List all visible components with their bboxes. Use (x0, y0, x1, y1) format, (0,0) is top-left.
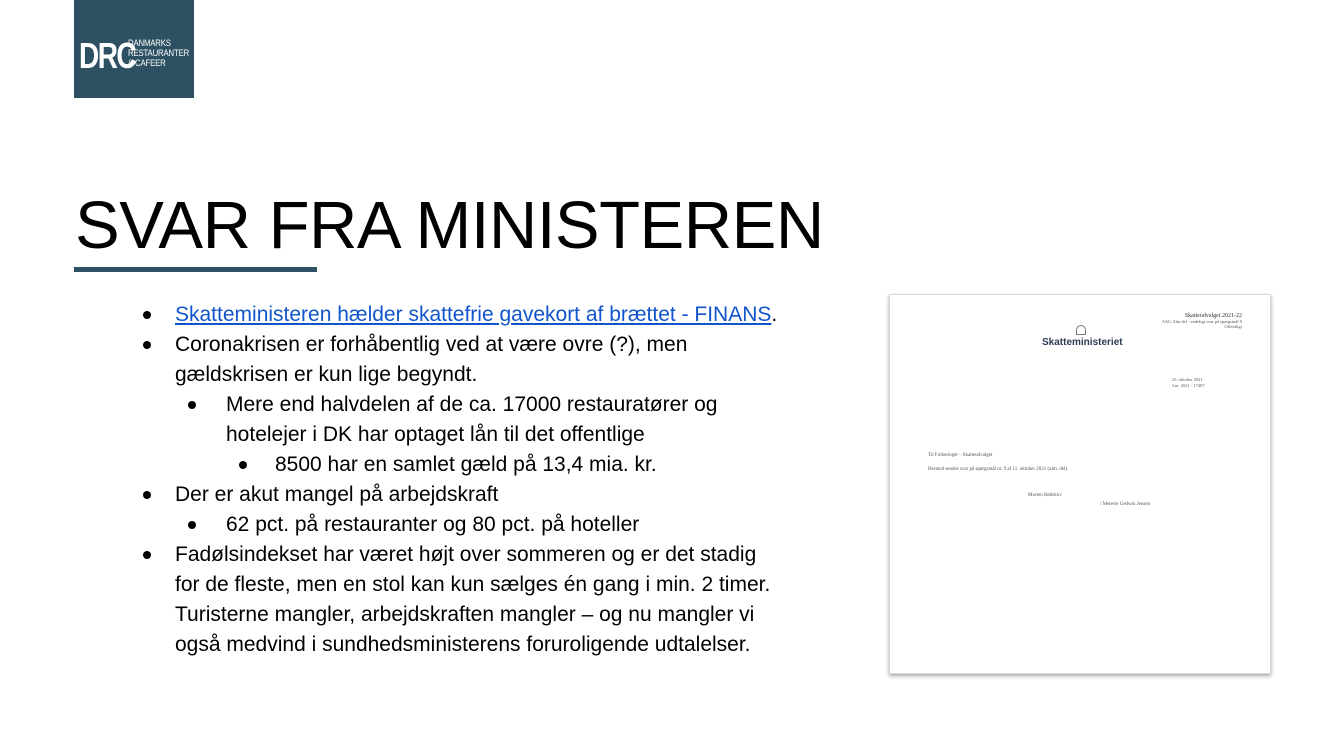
logo-line-1: DANMARKS (128, 38, 171, 49)
drc-logo (74, 0, 194, 98)
bullet-7-line-3: Turisterne mangler, arbejdskraften mangler – og nu mangler vi (175, 603, 755, 626)
letter-date: 25. oktober 2021 (1172, 377, 1203, 382)
letter-header-2: SAU Alm.del - endeligt svar på spørgsmål 9 (1162, 319, 1242, 324)
bullet-dot (143, 491, 151, 499)
bullet-dot (143, 551, 151, 559)
bullet-7-line-4: også medvind i sundhedsministerens foruroligende udtalelser. (175, 633, 751, 656)
bullet-2-line-2: gældskrisen er kun lige begyndt. (175, 363, 478, 386)
bullet-5-text: Der er akut mangel på arbejdskraft (175, 483, 499, 506)
letter-ministry-name: Skatteministeriet (1042, 337, 1123, 348)
bullet-7-line-2: for de fleste, men en stol kan kun sælges én gang i min. 2 timer. (175, 573, 771, 596)
letter-reference: J.nr. 2021 - 17487 (1172, 383, 1205, 388)
bullet-item-7-cont-2 (175, 600, 754, 630)
title-underline (74, 267, 317, 272)
bullet-7-line-1: Fadølsindekset har været højt over sommeren og er det stadig (175, 543, 757, 566)
bullet-4-text: 8500 har en samlet gæld på 13,4 mia. kr. (275, 453, 657, 476)
bullet-dot (143, 341, 151, 349)
bullet-item-1 (175, 300, 777, 330)
logo-line-2: RESTAURANTER (128, 48, 190, 59)
bullet-item-5 (175, 480, 498, 510)
logo-words (128, 39, 189, 69)
bullet-item-7-cont-1 (175, 570, 770, 600)
letter-signature-2: / Mererte Gedwin Jensen (1100, 502, 1151, 507)
bullet-item-2 (175, 330, 687, 360)
letter-signature-1: Morten Bødskov (1028, 493, 1062, 498)
letter-header-1: Skatteudvalget 2021-22 (1184, 313, 1242, 319)
bullet-3-line-2: hotelejer i DK har optaget lån til det offentlige (226, 423, 645, 446)
bullet-2-line-1: Coronakrisen er forhåbentlig ved at være ovre (?), men (175, 333, 688, 356)
bullet-dot (188, 521, 196, 529)
letter-body: Hermed sendes svar på spørgsmål nr. 9 af 11. oktober 2021 (alm. del). (928, 467, 1069, 472)
bullet-item-3 (226, 390, 717, 420)
bullet-item-4 (275, 450, 657, 480)
bullet-dot (239, 461, 247, 469)
bullet-dot (188, 401, 196, 409)
crown-icon (1076, 325, 1086, 335)
finans-article-link[interactable]: Skatteministeren hælder skattefrie gavekort af brættet - FINANS (175, 303, 772, 326)
bullet-item-2-cont (175, 360, 477, 390)
bullet-item-6 (226, 510, 639, 540)
letter-header-3: Offentligt (1224, 324, 1242, 329)
bullet-1-period: . (771, 303, 778, 326)
logo-mark: DRC (79, 35, 136, 76)
bullet-3-line-1: Mere end halvdelen af de ca. 17000 restauratører og (226, 393, 718, 416)
bullet-item-3-cont (226, 420, 645, 450)
slide-title: SVAR FRA MINISTEREN (75, 188, 824, 263)
bullet-dot (143, 311, 151, 319)
bullet-item-7-cont-3 (175, 630, 751, 660)
ministry-letter-image (889, 294, 1271, 674)
bullet-item-7 (175, 540, 756, 570)
letter-recipient: Til Folketinget – Skatteudvalget (928, 453, 993, 458)
logo-line-3: & CAFEER (128, 58, 166, 69)
bullet-6-text: 62 pct. på restauranter og 80 pct. på hoteller (226, 513, 640, 536)
